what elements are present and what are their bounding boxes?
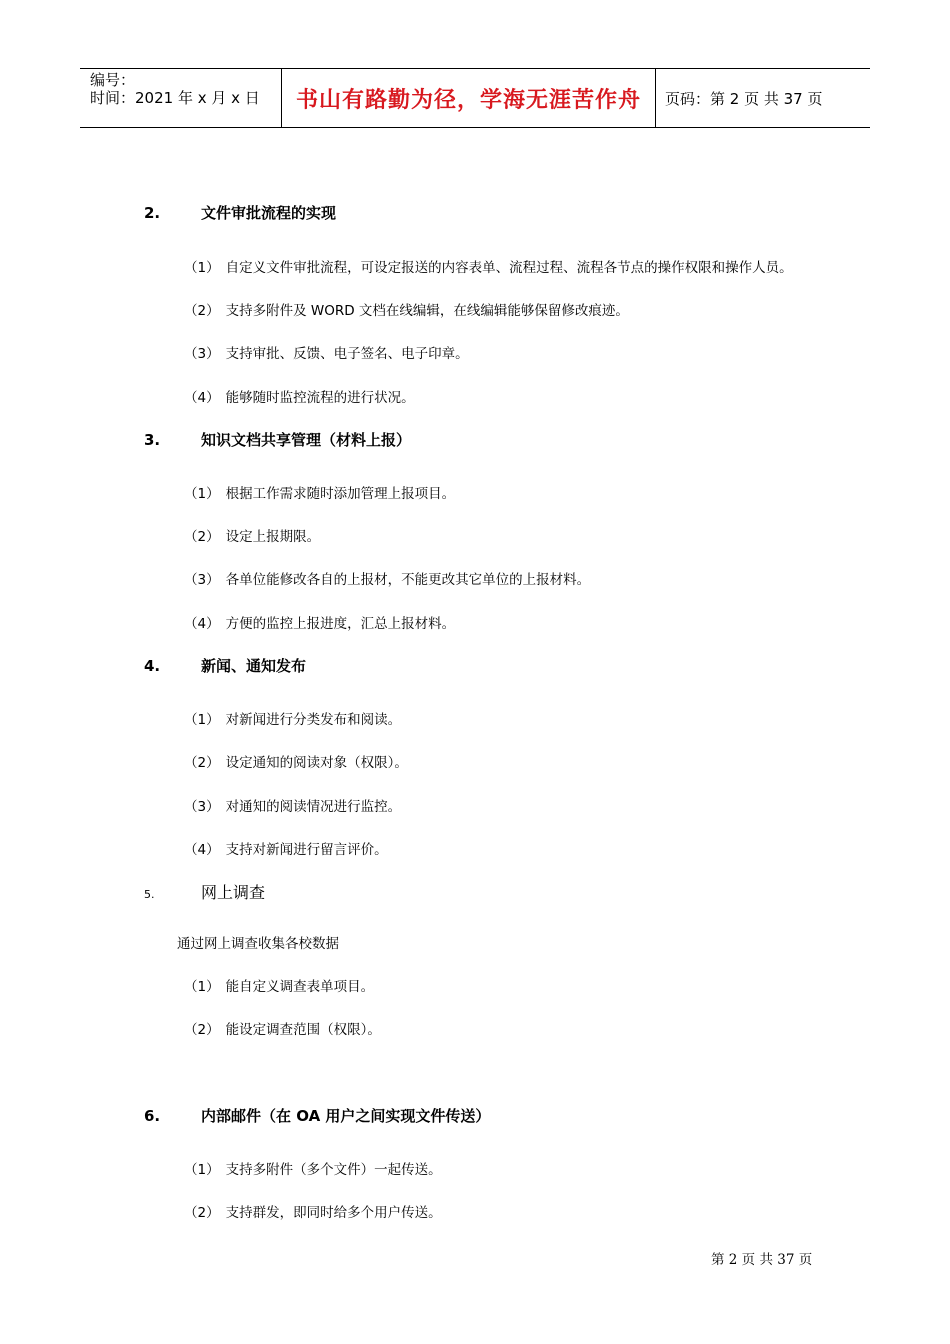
- item-index: （1）: [184, 1162, 220, 1178]
- section-number: 3.: [144, 431, 161, 449]
- list-item: [184, 795, 401, 815]
- item-index: （3）: [184, 572, 220, 588]
- item-index: （2）: [184, 1022, 220, 1038]
- time-label: 时间：2021 年 x 月 x 日: [90, 89, 260, 107]
- item-text: 各单位能修改各自的上报材，不能更改其它单位的上报材料。: [225, 572, 591, 588]
- list-item: [184, 525, 320, 545]
- section-title: 内部邮件（在 OA 用户之间实现文件传送）: [201, 1107, 491, 1125]
- item-index: （2）: [184, 755, 220, 771]
- section-number: 6.: [144, 1107, 161, 1125]
- section-heading: [144, 1105, 490, 1126]
- item-index: （2）: [184, 1205, 220, 1221]
- list-item: [184, 568, 590, 588]
- item-index: （4）: [184, 390, 220, 406]
- section-heading: [144, 202, 336, 223]
- list-item: [184, 256, 793, 276]
- item-text: 支持群发，即同时给多个用户传送。: [225, 1205, 442, 1221]
- item-index: （3）: [184, 346, 220, 362]
- header-page-cell: [656, 69, 870, 127]
- item-text: 根据工作需求随时添加管理上报项目。: [225, 486, 456, 502]
- section-title: 知识文档共享管理（材料上报）: [201, 431, 412, 449]
- list-item: [184, 1158, 442, 1178]
- list-item: [184, 482, 455, 502]
- item-text: 自定义文件审批流程，可设定报送的内容表单、流程过程、流程各节点的操作权限和操作人员。: [225, 260, 793, 276]
- item-text: 支持审批、反馈、电子签名、电子印章。: [225, 346, 469, 362]
- list-item: [184, 975, 374, 995]
- list-item: [184, 386, 415, 406]
- item-text: 设定上报期限。: [225, 529, 321, 545]
- list-item: [184, 342, 469, 362]
- section-number: 5.: [144, 888, 155, 901]
- item-text: 能自定义调查表单项目。: [225, 979, 375, 995]
- page-header: [80, 68, 870, 128]
- item-index: （1）: [184, 712, 220, 728]
- section-intro: 通过网上调查收集各校数据: [177, 936, 339, 952]
- section-heading: [144, 880, 265, 903]
- motto-text: 书山有路勤为径，学海无涯苦作舟: [295, 87, 641, 113]
- list-item: [184, 612, 455, 632]
- section-title: 文件审批流程的实现: [201, 204, 337, 222]
- item-text: 能设定调查范围（权限）。: [225, 1022, 381, 1038]
- list-item: [184, 751, 408, 771]
- section-number: 2.: [144, 204, 161, 222]
- section-heading: [144, 655, 306, 676]
- item-index: （4）: [184, 842, 220, 858]
- item-index: （2）: [184, 529, 220, 545]
- item-index: （3）: [184, 799, 220, 815]
- item-index: （1）: [184, 979, 220, 995]
- header-motto-cell: [282, 69, 656, 127]
- item-text: 支持多附件及 WORD 文档在线编辑，在线编辑能够保留修改痕迹。: [225, 303, 629, 319]
- section-title: 新闻、通知发布: [201, 657, 307, 675]
- item-text: 对新闻进行分类发布和阅读。: [225, 712, 402, 728]
- page-footer: 第 2 页 共 37 页: [711, 1252, 813, 1268]
- serial-label: 编号：: [90, 71, 136, 89]
- item-index: （2）: [184, 303, 220, 319]
- item-text: 支持对新闻进行留言评价。: [225, 842, 388, 858]
- section-title: 网上调查: [201, 883, 266, 902]
- header-page-label: 页码：第 2 页 共 37 页: [665, 89, 823, 108]
- item-index: （1）: [184, 260, 220, 276]
- list-item: [184, 708, 401, 728]
- item-index: （4）: [184, 616, 220, 632]
- item-index: （1）: [184, 486, 220, 502]
- list-item: [184, 1018, 381, 1038]
- list-item: [184, 299, 629, 319]
- item-text: 能够随时监控流程的进行状况。: [225, 390, 415, 406]
- item-text: 对通知的阅读情况进行监控。: [225, 799, 402, 815]
- item-text: 方便的监控上报进度，汇总上报材料。: [225, 616, 456, 632]
- header-meta-cell: [80, 69, 282, 127]
- item-text: 支持多附件（多个文件）一起传送。: [225, 1162, 442, 1178]
- item-text: 设定通知的阅读对象（权限）。: [225, 755, 408, 771]
- section-heading: [144, 429, 411, 450]
- section-number: 4.: [144, 657, 161, 675]
- list-item: [184, 1201, 442, 1221]
- list-item: [184, 838, 388, 858]
